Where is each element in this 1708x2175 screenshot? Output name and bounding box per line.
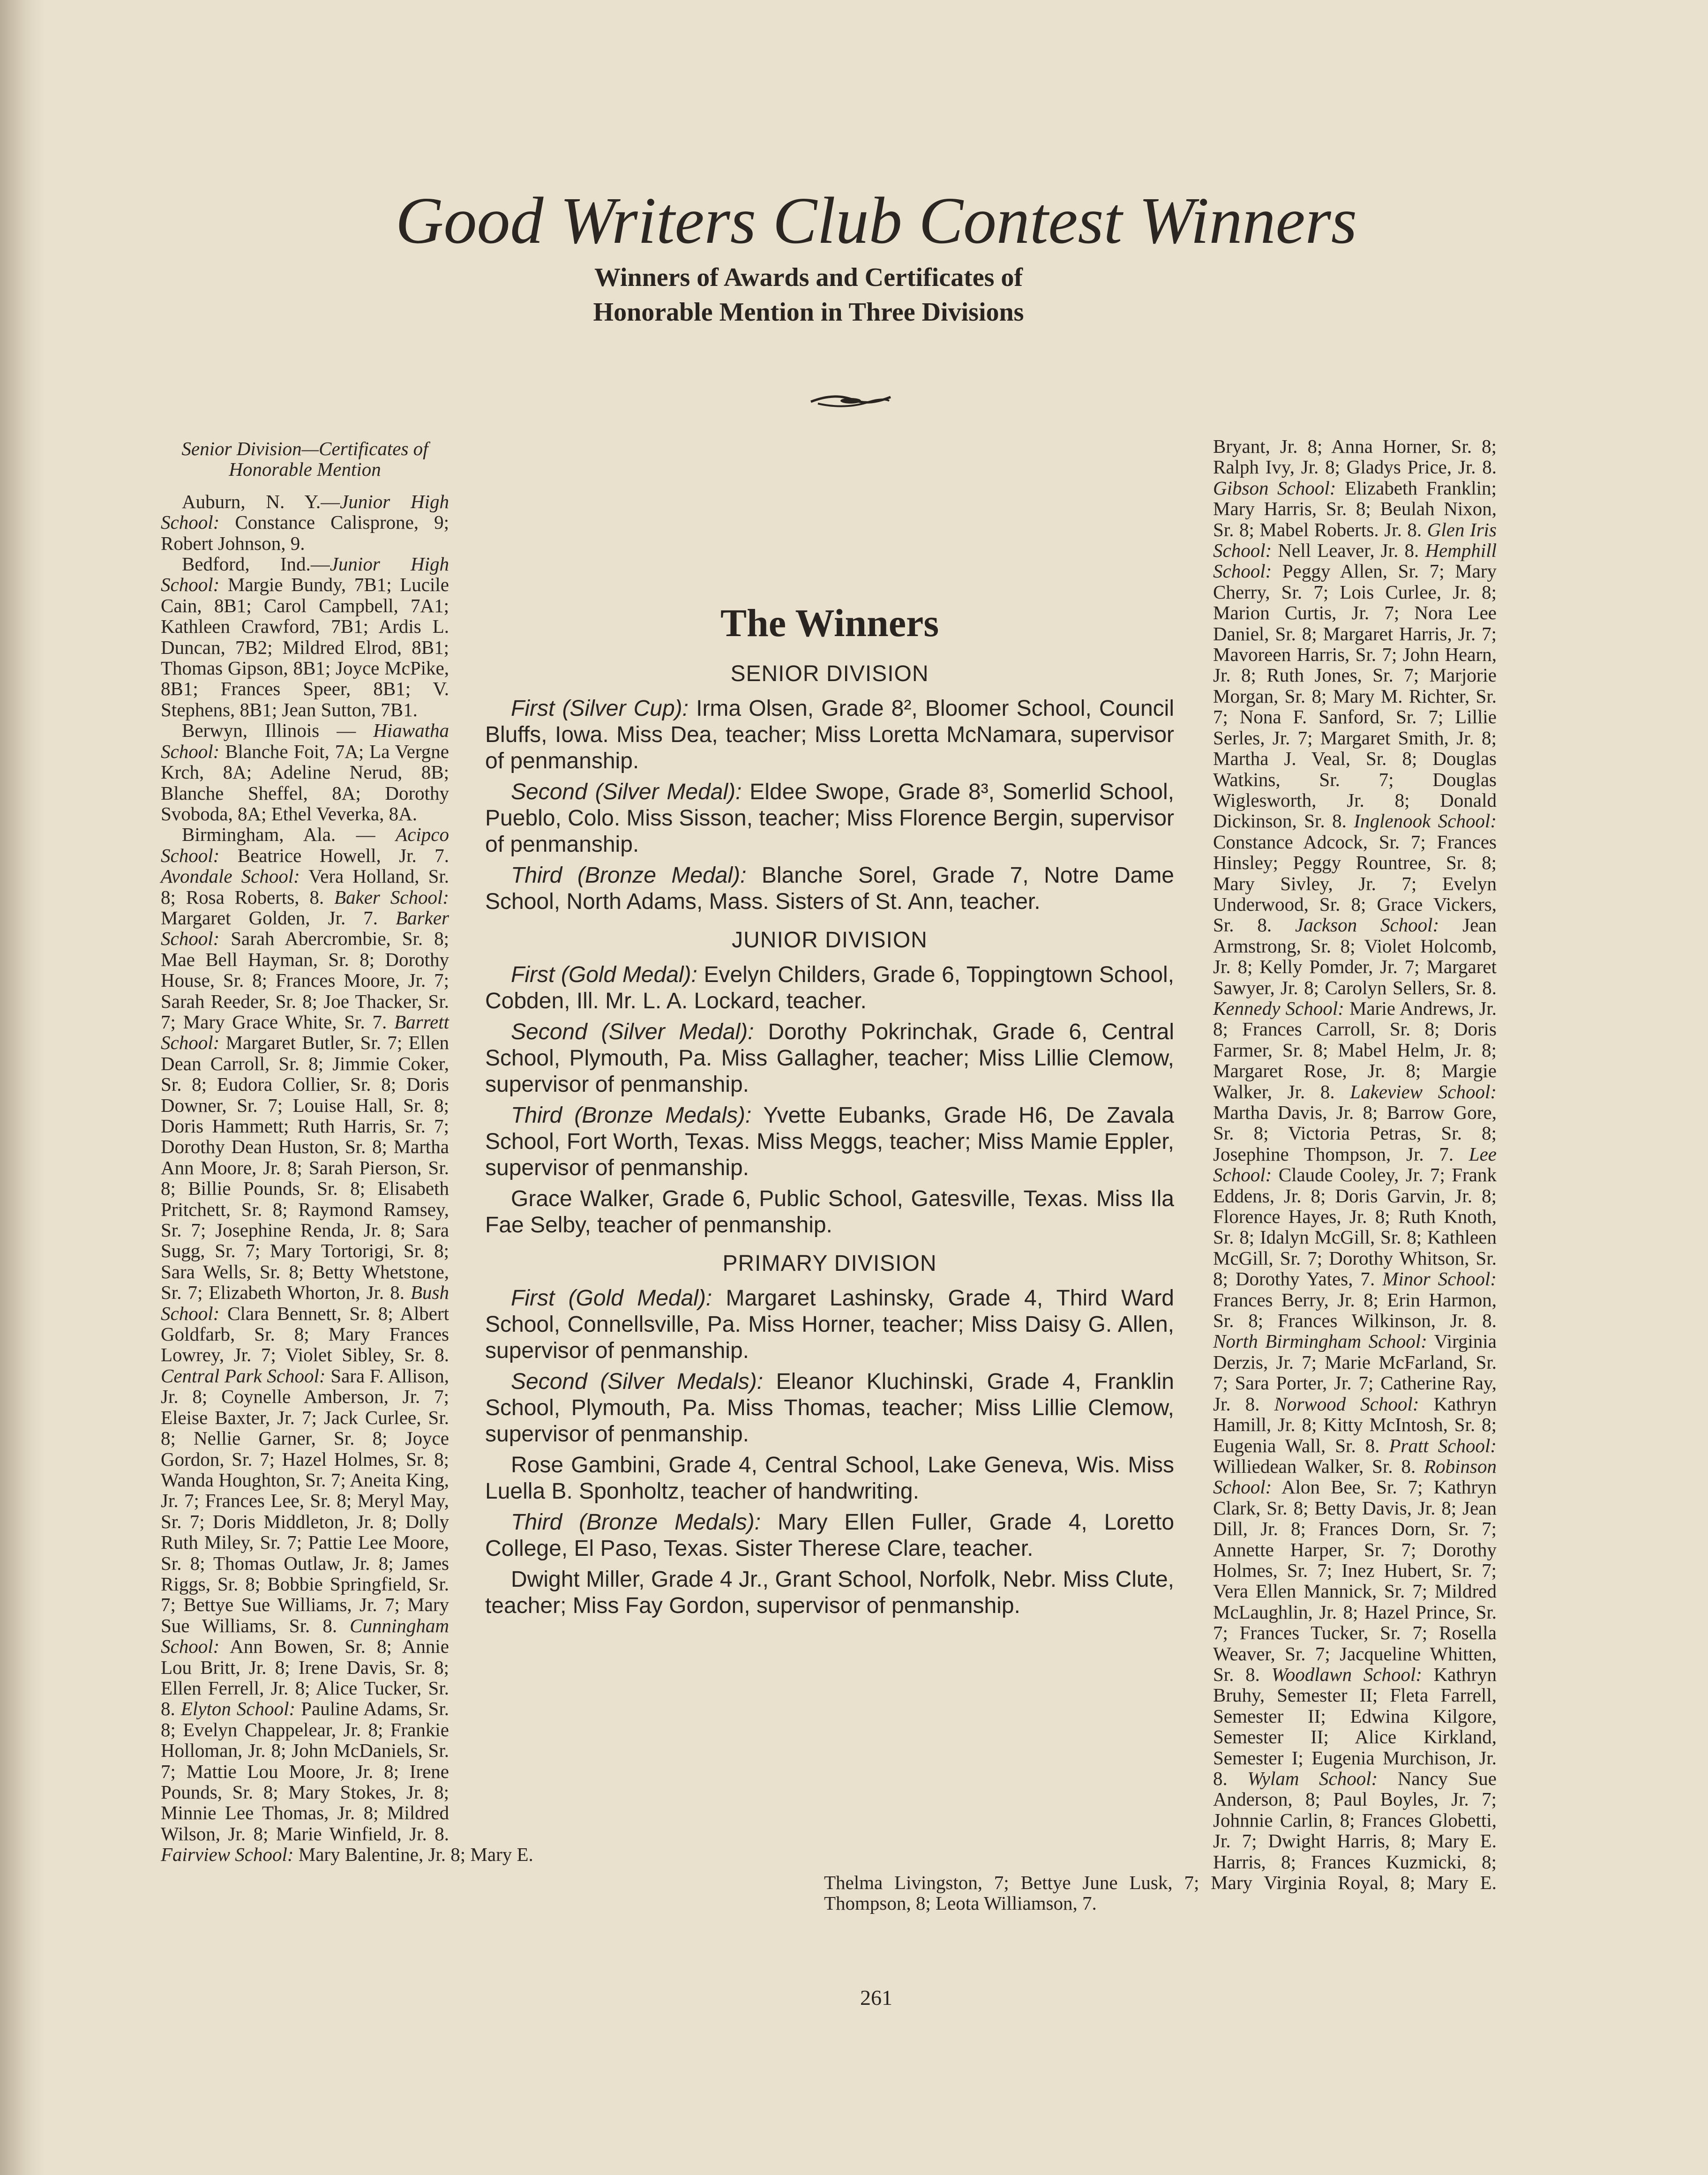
school-name: Avondale School: bbox=[161, 865, 300, 887]
school-name: Jackson School: bbox=[1295, 914, 1439, 936]
award-name: Second (Silver Medals): bbox=[511, 1369, 764, 1394]
school-name: Central Park School: bbox=[161, 1365, 326, 1387]
student-names: Pauline Adams, Sr. 8; Evelyn Chappelear, Jr. 8; Frankie Holloman, Jr. 8; John McDaniels, Sr. 7; Mattie Lou Moore, Jr. 8; Irene Pounds, Sr. 8; Mary Stokes, Jr. 8; Minnie Lee Thomas, Jr. 8; Mildred Wilson, Jr. 8; Marie Winfield, Jr. 8. bbox=[161, 1698, 449, 1845]
winner-entry bbox=[485, 1019, 1174, 1098]
winner-details: Dorothy Pokrinchak, Grade 6, Central School, Plymouth, Pa. Miss Gallagher, teacher; Miss Lillie Clemow, supervisor of penmanship. bbox=[485, 1020, 1175, 1097]
student-names: Williedean Walker, Sr. 8. bbox=[1213, 1455, 1424, 1477]
student-names: Clara Bennett, Sr. 8; Albert Goldfarb, Sr. 8; Mary Frances Lowrey, Jr. 7; Violet Sibley, Sr. 8. bbox=[161, 1302, 449, 1366]
school-name: Lee School: bbox=[1213, 1143, 1497, 1186]
school-name: Pratt School: bbox=[1389, 1434, 1497, 1456]
award-name: Second (Silver Medal): bbox=[511, 780, 742, 804]
school-name: Barker School: bbox=[161, 907, 449, 950]
winner-details: Eldee Swope, Grade 8³, Somerlid School, Pueblo, Colo. Miss Sisson, teacher; Miss Florence Bergin, supervisor of penmanship. bbox=[485, 780, 1174, 857]
student-names: Kathryn Hamill, Jr. 8; Kitty McIntosh, Sr. 8; Eugenia Wall, Sr. 8. bbox=[1213, 1393, 1497, 1456]
student-names: Margaret Butler, Sr. 7; Ellen Dean Carroll, Sr. 8; Jimmie Coker, Sr. 8; Eudora Collier, Sr. 8; Doris Downer, Sr. 7; Louise Hall, Sr. 8; Doris Hammett; Ruth Harris, Sr. 7; Dorothy Dean Huston, Sr. 8; Martha Ann Moore, Jr. 8; Sarah Pierson, Sr. 8; Billie Pounds, Sr. 8; Elisabeth Pritchett, Sr. 8; Raymond Ramsey, Sr. 7; Josephine Renda, Jr. 8; Sara Sugg, Sr. 7; Mary Tortorigi, Sr. 8; Sara Wells, Sr. 8; Betty Whetstone, Sr. 7; Elizabeth Whorton, Jr. 8. bbox=[161, 1032, 449, 1304]
award-name: Third (Bronze Medals): bbox=[511, 1510, 761, 1535]
award-name: First (Silver Cup): bbox=[511, 696, 689, 721]
winner-details: Evelyn Childers, Grade 6, Toppingtown School, Cobden, Ill. Mr. L. A. Lockard, teacher. bbox=[485, 962, 1175, 1013]
school-name: Cunningham School: bbox=[161, 1614, 449, 1658]
city-name: Birmingham, Ala. — bbox=[182, 824, 396, 846]
student-names: Peggy Allen, Sr. 7; Mary Cherry, Sr. 7; Lois Curlee, Jr. 8; Marion Curtis, Jr. 7; Nora Lee Daniel, Sr. 8; Margaret Harris, Jr. 7; Mavoreen Harris, Sr. 7; John Hearn, Jr. 8; Ruth Jones, Sr. 7; Marjorie Morgan, Sr. 8; Mary M. Richter, Sr. 7; Nona F. Sanford, Sr. 7; Lillie Serles, Jr. 7; Margaret Smith, Jr. 8; Martha J. Veal, Sr. 8; Douglas Watkins, Sr. 7; Douglas Wiglesworth, Jr. 8; Donald Dickinson, Sr. 8. bbox=[1213, 560, 1497, 832]
winner-details: Mary Ellen Fuller, Grade 4, Loretto College, El Paso, Texas. Sister Therese Clare, teacher. bbox=[485, 1510, 1175, 1561]
school-name: Kennedy School: bbox=[1213, 997, 1344, 1019]
page-subtitle: Winners of Awards and Certificates of Honorable Mention in Three Divisions bbox=[593, 263, 1024, 327]
book-spine-edge bbox=[0, 0, 45, 2175]
winner-entry bbox=[485, 1102, 1174, 1181]
school-name: Barrett School: bbox=[161, 1011, 449, 1054]
section-heading: Senior Division—Certificates of Honorable Mention bbox=[181, 438, 428, 480]
school-name: Wylam School: bbox=[1247, 1768, 1378, 1789]
city-name: Berwyn, Illinois — bbox=[182, 720, 374, 742]
winner-details: Eleanor Kluchinski, Grade 4, Franklin School, Plymouth, Pa. Miss Thomas, teacher; Miss Lillie Clemow, supervisor of penmanship. bbox=[485, 1369, 1174, 1447]
student-names: Claude Cooley, Jr. 7; Frank Eddens, Jr. 8; Doris Garvin, Jr. 8; Florence Hayes, Jr. 8; Ruth Knoth, Sr. 8; Idalyn McGill, Sr. 8; Kathleen McGill, Sr. 7; Dorothy Whitson, Sr. 8; Dorothy Yates, 7. bbox=[1213, 1164, 1497, 1290]
award-name: Third (Bronze Medal): bbox=[511, 863, 747, 888]
winners-body bbox=[485, 661, 1174, 1619]
school-name: Junior High School: bbox=[161, 553, 449, 596]
winner-entry bbox=[485, 1186, 1174, 1238]
student-names: Marie Andrews, Jr. 8; Frances Carroll, Sr. 8; Doris Farmer, Sr. 8; Mabel Helm, Jr. 8; Margaret Rose, Jr. 8; Margie Walker, Jr. 8. bbox=[1213, 997, 1497, 1102]
student-names: Margie Bundy, 7B1; Lucile Cain, 8B1; Carol Campbell, 7A1; Kathleen Crawford, 7B1; Ardis L. Duncan, 7B2; Mildred Elrod, 8B1; Thomas Gipson, 8B1; Joyce McPike, 8B1; Frances Speer, 8B1; V. Stephens, 8B1; Jean Sutton, 7B1. bbox=[161, 574, 449, 720]
school-name: Acipco School: bbox=[161, 824, 449, 866]
winner-entry bbox=[485, 1567, 1174, 1619]
school-name: Hemphill School: bbox=[1213, 540, 1497, 582]
winner-details: Yvette Eubanks, Grade H6, De Zavala School, Fort Worth, Texas. Miss Meggs, teacher; Miss Mamie Eppler, supervisor of penmanship. bbox=[485, 1103, 1174, 1180]
student-names: Vera Holland, Sr. 8; Rosa Roberts, 8. bbox=[161, 865, 449, 908]
student-names: Elizabeth Franklin; Mary Harris, Sr. 8; Beulah Nixon, Sr. 8; Mabel Roberts. Jr. 8. bbox=[1213, 477, 1497, 540]
school-name: Lakeview School: bbox=[1350, 1080, 1497, 1102]
student-names: Beatrice Howell, Jr. 7. bbox=[219, 844, 449, 866]
winner-entry bbox=[485, 962, 1174, 1014]
student-names: Constance Calisprone, 9; Robert Johnson, 9. bbox=[161, 511, 449, 554]
school-name: Hiawatha School: bbox=[161, 720, 449, 762]
city-name: Bedford, Ind.— bbox=[182, 553, 330, 575]
student-names: Nancy Sue Anderson, 8; Paul Boyles, Jr. 7; Johnnie Carlin, 8; Frances Globetti, Jr. 7; Dwight Harris, 8; Mary E. Harris, 8; Frances Kuzmicki, 8; Thelma Livingston, 7; Bettye June Lusk, 7; Mary Virginia Royal, 8; Mary E. Thompson, 8; Leota Williamson, 7. bbox=[824, 1768, 1497, 1914]
winner-details: Rose Gambini, Grade 4, Central School, Lake Geneva, Wis. Miss Luella B. Sponholtz, teacher of handwriting. bbox=[485, 1453, 1174, 1504]
school-name: Inglenook School: bbox=[1354, 810, 1497, 832]
winner-entry bbox=[485, 696, 1174, 774]
student-names: Kathryn Bruhy, Semester II; Fleta Farrell, Semester II; Edwina Kilgore, Semester II; Alice Kirkland, Semester I; Eugenia Murchison, Jr. 8. bbox=[1213, 1663, 1497, 1789]
school-name: Junior High School: bbox=[161, 490, 449, 533]
school-name: Bush School: bbox=[161, 1282, 449, 1324]
student-names: Margaret Golden, Jr. 7. bbox=[161, 907, 396, 929]
student-names: Nell Leaver, Jr. 8. bbox=[1272, 540, 1425, 562]
student-names: Jean Armstrong, Sr. 8; Violet Holcomb, Jr. 8; Kelly Pomder, Jr. 7; Margaret Sawyer, Jr. 8; Carolyn Sellers, Sr. 8. bbox=[1213, 914, 1497, 998]
school-name: Norwood School: bbox=[1274, 1393, 1419, 1415]
student-names: Ann Bowen, Sr. 8; Annie Lou Britt, Jr. 8; Irene Davis, Sr. 8; Ellen Ferrell, Jr. 8; Alice Tucker, Sr. 8. bbox=[161, 1635, 449, 1720]
winner-entry bbox=[485, 1369, 1174, 1448]
student-names: Sarah Abercrombie, Sr. 8; Mae Bell Hayman, Sr. 8; Dorothy House, Sr. 8; Frances Moore, Jr. 7; Sarah Reeder, Sr. 8; Joe Thacker, Sr. 7; Mary Grace White, Sr. 7. bbox=[161, 928, 449, 1033]
student-names: Constance Adcock, Sr. 7; Frances Hinsley; Peggy Rountree, Sr. 8; Mary Sivley, Jr. 7; Evelyn Underwood, Sr. 8; Grace Vickers, Sr. 8. bbox=[1213, 831, 1497, 936]
winner-details: Blanche Sorel, Grade 7, Notre Dame School, North Adams, Mass. Sisters of St. Ann, teacher. bbox=[485, 863, 1174, 914]
division-heading: SENIOR DIVISION bbox=[730, 661, 929, 686]
student-names: Frances Berry, Jr. 8; Erin Harmon, Sr. 8; Frances Wilkinson, Jr. 8. bbox=[1213, 1289, 1497, 1332]
city-name: Auburn, N. Y.— bbox=[182, 490, 340, 512]
award-name: First (Gold Medal): bbox=[511, 1286, 712, 1311]
winner-details: Margaret Lashinsky, Grade 4, Third Ward School, Connellsville, Pa. Miss Horner, teacher; Miss Daisy G. Allen, supervisor of penmanship. bbox=[485, 1286, 1175, 1363]
winner-entry bbox=[485, 1452, 1174, 1505]
school-name: Baker School: bbox=[334, 886, 449, 908]
winner-entry bbox=[485, 862, 1174, 915]
school-name: Woodlawn School: bbox=[1271, 1663, 1422, 1685]
winner-entry bbox=[485, 779, 1174, 858]
student-names: Blanche Foit, 7A; La Vergne Krch, 8A; Adeline Nerud, 8B; Blanche Sheffel, 8A; Dorothy Svoboda, 8A; Ethel Veverka, 8A. bbox=[161, 740, 449, 825]
winners-box bbox=[485, 600, 1174, 1624]
winner-details: Irma Olsen, Grade 8², Bloomer School, Council Bluffs, Iowa. Miss Dea, teacher; Miss Loretta McNamara, supervisor of penmanship. bbox=[485, 696, 1174, 773]
student-names: Alon Bee, Sr. 7; Kathryn Clark, Sr. 8; Betty Davis, Jr. 8; Jean Dill, Jr. 8; Frances Dorn, Sr. 7; Annette Harper, Sr. 7; Dorothy Holmes, Sr. 7; Inez Hubert, Sr. 7; Vera Ellen Mannick, Sr. 7; Mildred McLaughlin, Jr. 8; Hazel Prince, Sr. 7; Frances Tucker, Sr. 7; Rosella Weaver, Sr. 7; Jacqueline Whitten, Sr. 8. bbox=[1213, 1476, 1497, 1685]
page-title: Good Writers Club Contest Winners bbox=[395, 183, 1357, 257]
winner-entry bbox=[485, 1285, 1174, 1364]
student-names: Mary Balentine, Jr. 8; Mary E. bbox=[293, 1844, 533, 1866]
school-name: Elyton School: bbox=[180, 1698, 296, 1720]
award-name: First (Gold Medal): bbox=[511, 962, 697, 987]
winner-details: Dwight Miller, Grade 4 Jr., Grant School, Norfolk, Nebr. Miss Clute, teacher; Miss Fay Gordon, supervisor of penmanship. bbox=[485, 1567, 1174, 1618]
division-heading: JUNIOR DIVISION bbox=[732, 928, 928, 952]
award-name: Third (Bronze Medals): bbox=[511, 1103, 752, 1128]
winners-heading: The Winners bbox=[720, 601, 939, 645]
winner-details: Grace Walker, Grade 6, Public School, Gatesville, Texas. Miss Ila Fae Selby, teacher of penmanship. bbox=[485, 1186, 1174, 1238]
school-name: Fairview School: bbox=[161, 1844, 294, 1866]
school-name: Robinson School: bbox=[1213, 1455, 1497, 1498]
school-name: Glen Iris School: bbox=[1213, 518, 1497, 562]
student-names: Sara F. Allison, Jr. 8; Coynelle Amberson, Jr. 7; Eleise Baxter, Jr. 7; Jack Curlee, Sr. 8; Nellie Garner, Sr. 8; Joyce Gordon, Sr. 7; Hazel Holmes, Sr. 8; Wanda Houghton, Sr. 7; Aneita King, Jr. 7; Frances Lee, Sr. 8; Meryl May, Sr. 7; Doris Middleton, Jr. 8; Dolly Ruth Miley, Sr. 7; Pattie Lee Moore, Sr. 8; Thomas Outlaw, Jr. 8; James Riggs, Sr. 8; Bobbie Springfield, Sr. 7; Bettye Sue Williams, Jr. 7; Mary Sue Williams, Sr. 8. bbox=[161, 1365, 449, 1636]
student-names: Bryant, Jr. 8; Anna Horner, Sr. 8; Ralph Ivy, Jr. 8; Gladys Price, Jr. 8. bbox=[1213, 435, 1497, 478]
student-names: Martha Davis, Jr. 8; Barrow Gore, Sr. 8; Victoria Petras, Sr. 8; Josephine Thompson, Jr. 7. bbox=[1213, 1102, 1497, 1165]
division-heading: PRIMARY DIVISION bbox=[722, 1251, 937, 1276]
ornament-flourish-icon bbox=[809, 391, 893, 410]
winner-entry bbox=[485, 1509, 1174, 1562]
school-name: Minor School: bbox=[1382, 1268, 1497, 1290]
award-name: Second (Silver Medal): bbox=[511, 1020, 754, 1044]
magazine-page bbox=[45, 0, 1708, 2175]
school-name: North Birmingham School: bbox=[1213, 1330, 1427, 1352]
school-name: Gibson School: bbox=[1213, 477, 1336, 499]
student-names: Virginia Derzis, Jr. 7; Marie McFarland, Sr. 7; Sara Porter, Jr. 7; Catherine Ray, Jr. 8. bbox=[1213, 1330, 1497, 1415]
page-number: 261 bbox=[860, 1986, 892, 2010]
